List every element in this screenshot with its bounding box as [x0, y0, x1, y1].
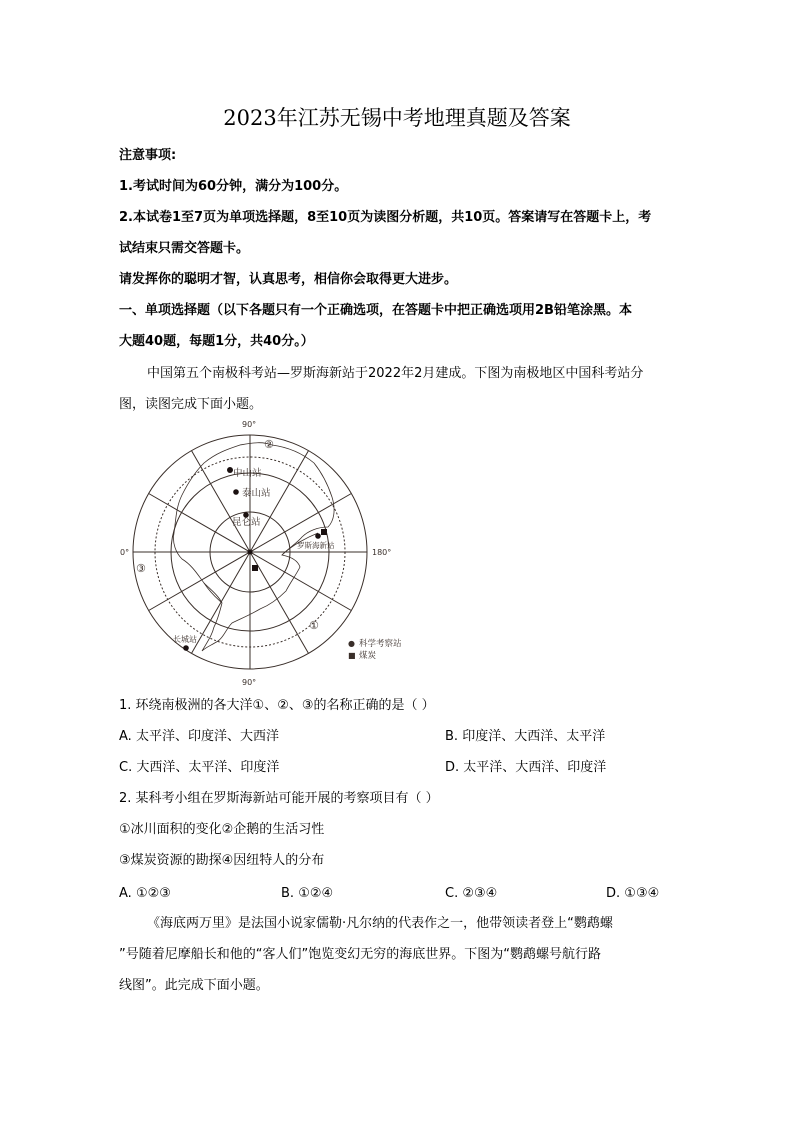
question-1-stem: 1. 环绕南极洲的各大洋①、②、③的名称正确的是（ ）: [119, 698, 435, 713]
option-key: B.: [445, 729, 459, 744]
notice-item-1: 1.考试时间为60分钟，满分为100分。: [119, 179, 348, 194]
question-1-option-b[interactable]: [445, 727, 605, 747]
label-90-top: 90°: [242, 420, 257, 429]
option-text: 大西洋、太平洋、印度洋: [136, 760, 280, 775]
question-2-option-c[interactable]: [445, 884, 497, 904]
page-title: 2023年江苏无锡中考地理真题及答案: [223, 106, 571, 130]
legend-coal-symbol: ■: [348, 651, 356, 660]
option-key: D.: [606, 886, 621, 901]
notice-item-2-cont: 试结束只需交答题卡。: [119, 241, 250, 256]
label-0: 0°: [120, 548, 130, 557]
section-heading: 一、单项选择题（以下各题只有一个正确选项，在答题卡中把正确选项用2B铅笔涂黑。本: [119, 303, 632, 318]
option-key: A.: [119, 729, 132, 744]
question-2-stem: 2. 某科考小组在罗斯海新站可能开展的考察项目有（ ）: [119, 791, 439, 806]
intro-paragraph-2-end: 线图”。此完成下面小题。: [119, 978, 269, 993]
question-2-item-1: ①冰川面积的变化②企鹅的生活习性: [119, 822, 325, 837]
legend-station-symbol: ●: [348, 639, 355, 648]
intro-paragraph-1-cont: 图，读图完成下面小题。: [119, 397, 263, 412]
question-1-option-d[interactable]: [445, 758, 606, 778]
label-180: 180°: [372, 548, 392, 557]
encouragement: 请发挥你的聪明才智，认真思考，相信你会取得更大进步。: [119, 272, 458, 287]
question-2-option-a[interactable]: [119, 884, 171, 904]
coal-marker-1: [321, 529, 327, 535]
option-text: ①③④: [624, 886, 660, 901]
option-text: ②③④: [462, 886, 498, 901]
antarctic-station-map: [122, 415, 422, 695]
label-zhongshan: 中山站: [233, 468, 262, 479]
question-2-item-2: ③煤炭资源的勘探④因纽特人的分布: [119, 853, 325, 868]
taishan-station-dot: [233, 489, 239, 495]
option-key: D.: [445, 760, 460, 775]
label-kunlun: 昆仑站: [232, 517, 261, 528]
option-text: 太平洋、印度洋、大西洋: [135, 729, 279, 744]
label-rosssea: 罗斯海新站: [297, 541, 335, 550]
intro-paragraph-2: 《海底两万里》是法国小说家儒勒·凡尔纳的代表作之一，他带领读者登上“鹦鹉螺: [147, 916, 613, 931]
option-text: ①②④: [298, 886, 334, 901]
option-text: ①②③: [135, 886, 171, 901]
option-text: 太平洋、大西洋、印度洋: [463, 760, 607, 775]
ocean-3-marker: ③: [136, 562, 146, 575]
label-taishan: 泰山站: [242, 488, 271, 499]
legend-station-label: 科学考察站: [359, 639, 402, 649]
question-2-option-b[interactable]: [281, 884, 333, 904]
question-2-option-d[interactable]: [606, 884, 659, 904]
intro-paragraph-1: 中国第五个南极科考站—罗斯海新站于2022年2月建成。下图为南极地区中国科考站分: [147, 366, 644, 381]
section-heading-cont: 大题40题，每题1分，共40分。）: [119, 334, 314, 349]
option-key: B.: [281, 886, 295, 901]
option-key: A.: [119, 886, 132, 901]
intro-paragraph-2-cont: ”号随着尼摩船长和他的“客人们”饱览变幻无穷的海底世界。下图为“鹦鹉螺号航行路: [119, 947, 601, 962]
notice-item-2: 2.本试卷1至7页为单项选择题，8至10页为读图分析题，共10页。答案请写在答题卡上，考: [119, 210, 652, 225]
label-90-bottom: 90°: [242, 678, 257, 687]
ocean-1-marker: ①: [309, 619, 319, 632]
legend-coal-label: 煤炭: [359, 651, 377, 661]
ocean-2-marker: ②: [264, 438, 274, 451]
south-pole-dot: [248, 550, 253, 555]
map-legend: [348, 638, 402, 661]
question-1-option-c[interactable]: [119, 758, 279, 778]
question-1-option-a[interactable]: [119, 727, 279, 747]
changcheng-station-dot: [183, 645, 189, 651]
option-key: C.: [445, 886, 459, 901]
coal-marker-2: [252, 565, 258, 571]
option-text: 印度洋、大西洋、太平洋: [462, 729, 606, 744]
notice-heading: 注意事项:: [119, 148, 177, 163]
label-changcheng: 长城站: [173, 635, 197, 644]
option-key: C.: [119, 760, 133, 775]
rosssea-station-dot: [315, 533, 321, 539]
